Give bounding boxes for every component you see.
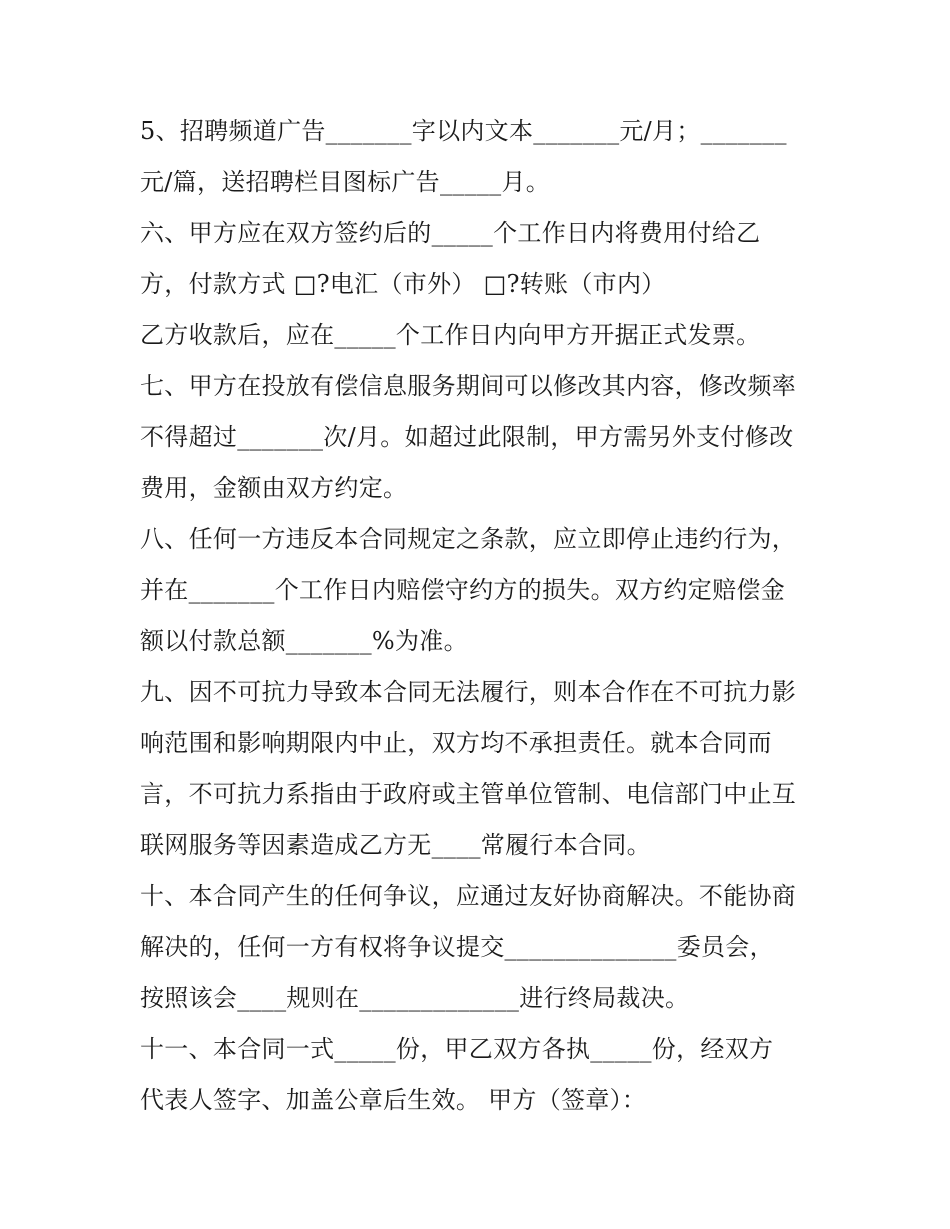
text-line: 八、任何一方违反本合同规定之条款，应立即停止违约行为， [140, 525, 797, 553]
text-line: 额以付款总额_______%为准。 [140, 627, 468, 655]
text-line: 十、本合同产生的任何争议，应通过友好协商解决。不能协商 [140, 882, 797, 910]
text-line: 代表人签字、加盖公章后生效。 甲方（签章）： [140, 1086, 647, 1114]
text-line: 不得超过_______次/月。如超过此限制，甲方需另外支付修改 [140, 423, 794, 451]
text-line: 5、招聘频道广告_______字以内文本_______元/月；_______ [140, 117, 787, 145]
text-line: 七、甲方在投放有偿信息服务期间可以修改其内容，修改频率 [140, 372, 797, 400]
text-line: 元/篇，送招聘栏目图标广告_____月。 [140, 168, 551, 196]
text-line: 费用，金额由双方约定。 [140, 474, 408, 502]
text-line: 解决的，任何一方有权将争议提交______________委员会， [140, 933, 774, 961]
text-line: 六、甲方应在双方签约后的_____个工作日内将费用付给乙 [140, 219, 761, 247]
document-page [140, 106, 830, 1126]
text-line: 十一、本合同一式_____份，甲乙双方各执_____份，经双方 [140, 1035, 774, 1063]
text-line: 乙方收款后，应在_____个工作日内向甲方开据正式发票。 [140, 321, 761, 349]
text-line: 九、因不可抗力导致本合同无法履行，则本合作在不可抗力影 [140, 678, 797, 706]
text-line: 按照该会____规则在_____________进行终局裁决。 [140, 984, 690, 1012]
text-line: 言，不可抗力系指由于政府或主管单位管制、电信部门中止互 [140, 780, 797, 808]
text-line: 联网服务等因素造成乙方无____常履行本合同。 [140, 831, 651, 859]
text-line: 并在_______个工作日内赔偿守约方的损失。双方约定赔偿金 [140, 576, 785, 604]
text-line: 响范围和影响期限内中止，双方均不承担责任。就本合同而 [140, 729, 772, 757]
text-line: 方，付款方式 □?电汇（市外） □?转账（市内） [140, 270, 666, 298]
